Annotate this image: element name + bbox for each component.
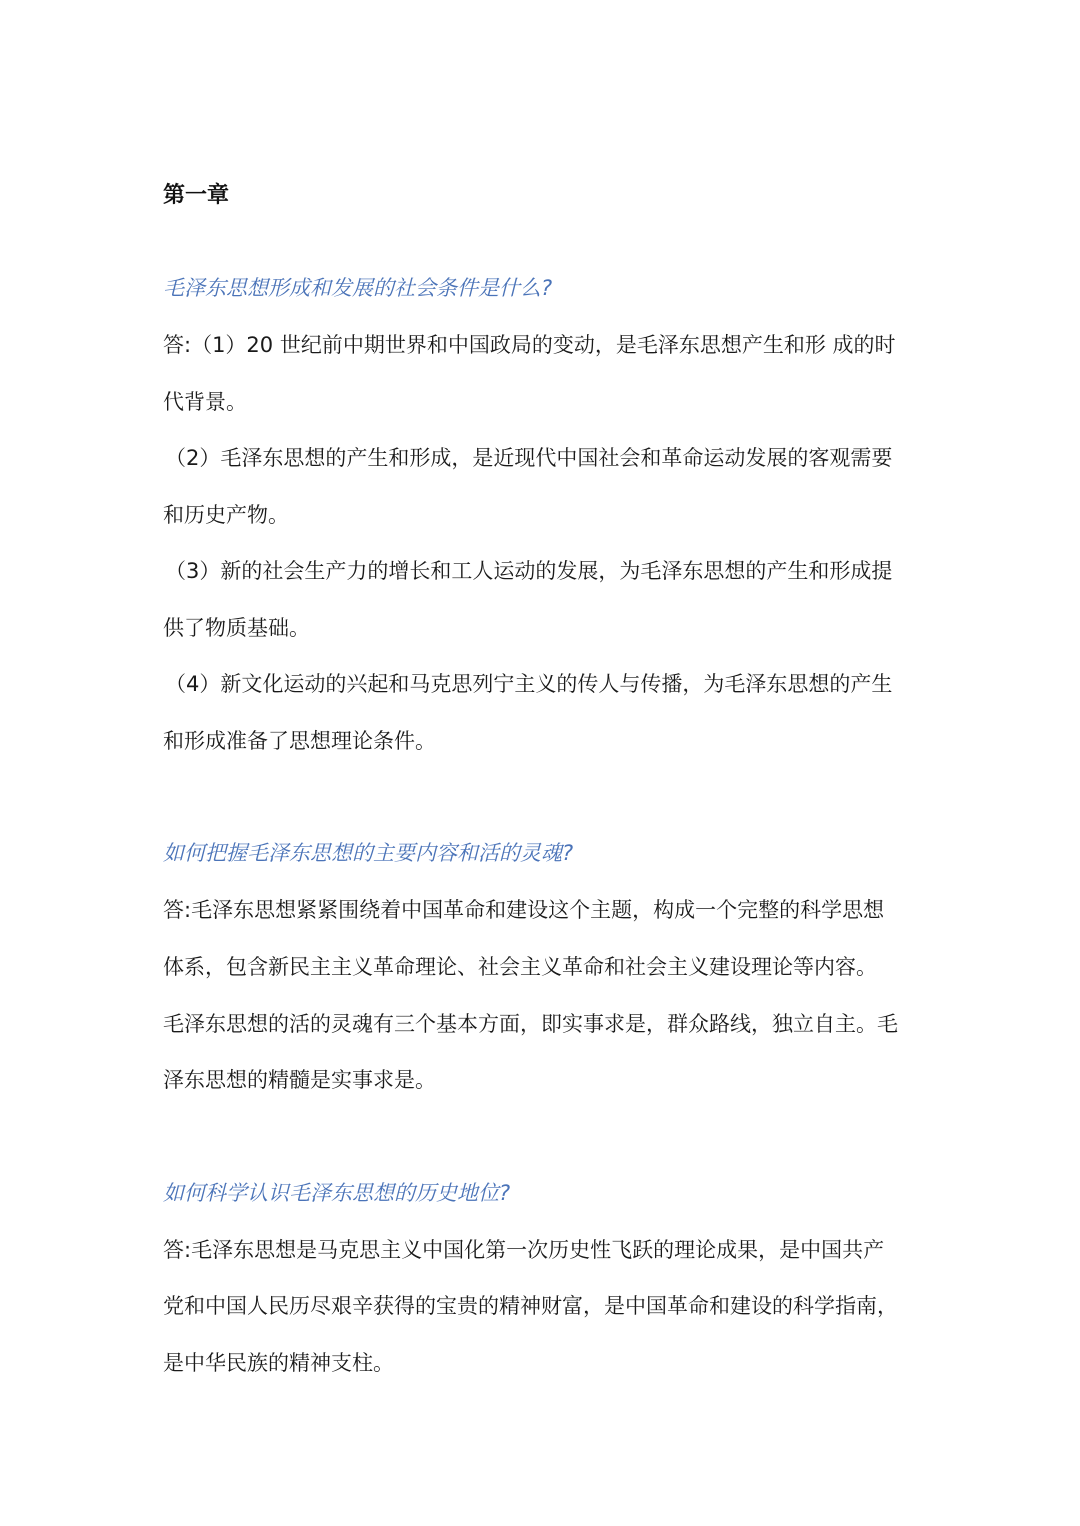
section-1-answer-line: （4）新文化运动的兴起和马克思列宁主义的传人与传播，为毛泽东思想的产生 (165, 672, 893, 696)
section-2-answer-line: 体系，包含新民主主义革命理论、社会主义革命和社会主义建设理论等内容。 (163, 955, 877, 979)
section-1-question: 毛泽东思想形成和发展的社会条件是什么? (163, 276, 553, 300)
section-3-answer-line: 是中华民族的精神支柱。 (163, 1351, 394, 1375)
section-1-answer-line: （3）新的社会生产力的增长和工人运动的发展，为毛泽东思想的产生和形成提 (165, 559, 893, 583)
section-1-answer-line: 供了物质基础。 (163, 616, 310, 640)
section-1-answer-line: （2）毛泽东思想的产生和形成，是近现代中国社会和革命运动发展的客观需要 (165, 446, 893, 470)
section-2-answer-line: 答:毛泽东思想紧紧围绕着中国革命和建设这个主题，构成一个完整的科学思想 (163, 898, 885, 922)
chapter-title: 第一章 (163, 183, 230, 208)
section-1-answer-line: 答:（1）20 世纪前中期世界和中国政局的变动，是毛泽东思想产生和形 成的时 (163, 333, 896, 357)
section-2-question: 如何把握毛泽东思想的主要内容和活的灵魂? (163, 841, 574, 865)
section-1-answer-line: 和形成准备了思想理论条件。 (163, 729, 436, 753)
section-2-answer-line: 泽东思想的精髓是实事求是。 (163, 1068, 436, 1092)
section-3-question: 如何科学认识毛泽东思想的历史地位? (163, 1181, 511, 1205)
section-2-answer-line: 毛泽东思想的活的灵魂有三个基本方面，即实事求是，群众路线，独立自主。毛 (163, 1012, 898, 1036)
section-3-answer-line: 答:毛泽东思想是马克思主义中国化第一次历史性飞跃的理论成果，是中国共产 (163, 1238, 885, 1262)
section-1-answer-line: 代背景。 (163, 390, 247, 414)
section-3-answer-line: 党和中国人民历尽艰辛获得的宝贵的精神财富，是中国革命和建设的科学指南， (163, 1294, 898, 1318)
section-1-answer-line: 和历史产物。 (163, 503, 289, 527)
